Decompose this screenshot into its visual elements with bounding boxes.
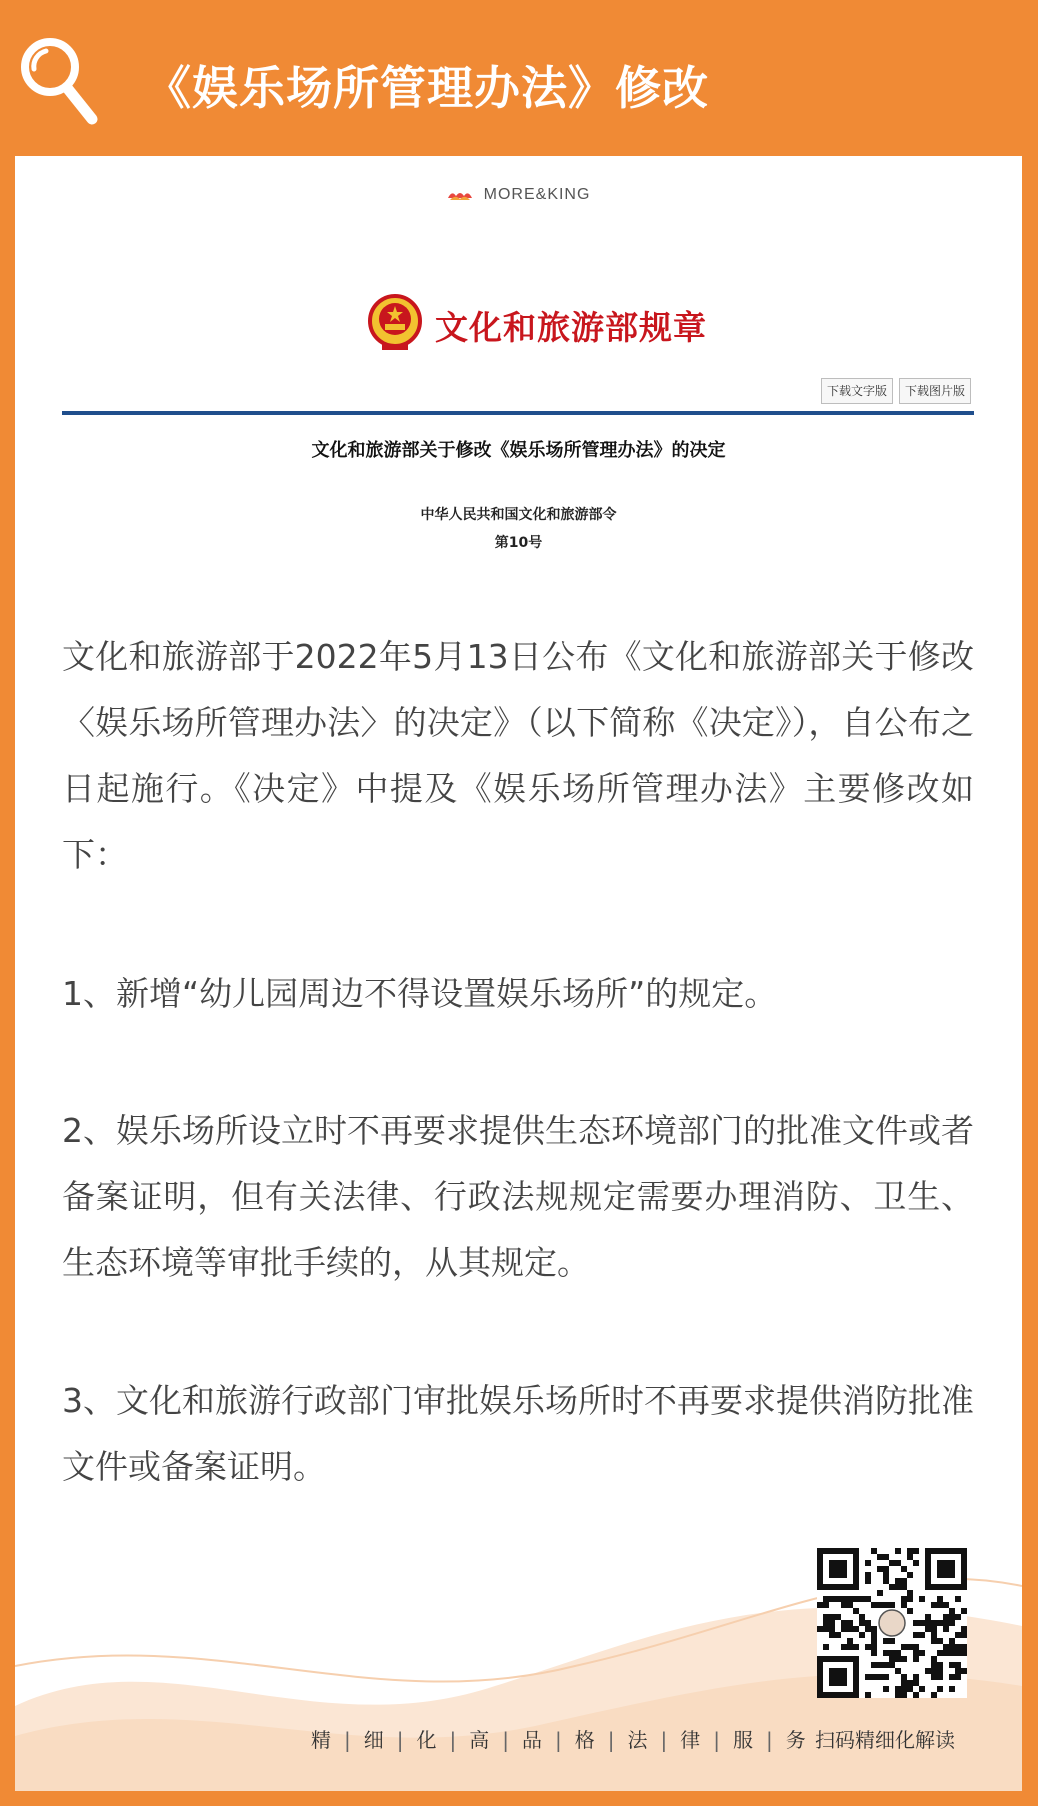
- amendment-item-2: 2、娱乐场所设立时不再要求提供生态环境部门的批准文件或者备案证明，但有关法律、行政法规规定需要办理消防、卫生、生态环境等审批手续的，从其规定。: [62, 1111, 974, 1282]
- document-order-number: 第10号: [494, 535, 543, 551]
- scan-label: 扫码精细化解读: [815, 1728, 955, 1752]
- tagline-char: 精: [311, 1728, 331, 1752]
- intro-paragraph: 文化和旅游部于2022年5月13日公布《文化和旅游部关于修改〈娱乐场所管理办法〉的决定》（以下简称《决定》），自公布之日起施行。《决定》中提及《娱乐场所管理办法》主要修改如下：: [62, 637, 974, 874]
- masthead-divider: [62, 411, 974, 415]
- tagline-separator: |: [607, 1728, 615, 1752]
- header-title: 《娱乐场所管理办法》修改: [145, 61, 709, 115]
- tagline-char: 格: [574, 1728, 595, 1752]
- tagline-char: 法: [627, 1728, 648, 1752]
- download-image-button[interactable]: 下载图片版: [899, 378, 971, 404]
- tagline-separator: |: [555, 1728, 562, 1752]
- footer-tagline: [311, 1724, 806, 1753]
- tagline-char: 高: [469, 1728, 490, 1752]
- document-card: [15, 156, 1022, 1791]
- tagline-char: 律: [680, 1728, 701, 1752]
- tagline-separator: |: [502, 1728, 509, 1752]
- tagline-char: 细: [363, 1728, 384, 1752]
- tagline-char: 服: [733, 1728, 753, 1752]
- tagline-separator: |: [396, 1728, 404, 1752]
- search-icon[interactable]: [18, 33, 98, 128]
- qr-avatar: [879, 1610, 905, 1636]
- brand-logo-icon: [447, 188, 473, 202]
- amendment-item-1: 1、新增“幼儿园周边不得设置娱乐场所”的规定。: [62, 974, 778, 1013]
- amendment-item-3: 3、文化和旅游行政部门审批娱乐场所时不再要求提供消防批准文件或备案证明。: [62, 1381, 974, 1486]
- qr-code[interactable]: [817, 1548, 967, 1698]
- national-emblem-icon: [368, 294, 422, 352]
- download-text-button[interactable]: 下载文字版: [821, 378, 893, 404]
- tagline-separator: |: [766, 1728, 773, 1752]
- document-title: 文化和旅游部关于修改《娱乐场所管理办法》的决定: [311, 440, 726, 461]
- tagline-separator: |: [713, 1728, 720, 1752]
- tagline-separator: |: [344, 1728, 351, 1752]
- brand: [15, 184, 1022, 204]
- header-bar: [0, 0, 1038, 156]
- document-issuer: 中华人民共和国文化和旅游部令: [420, 507, 617, 523]
- tagline-separator: |: [449, 1728, 457, 1752]
- tagline-char: 化: [416, 1728, 437, 1752]
- masthead-title: 文化和旅游部规章: [435, 308, 707, 347]
- qr-code-icon: [817, 1548, 967, 1698]
- brand-name: MORE&KING: [483, 185, 591, 203]
- tagline-char: 品: [522, 1728, 542, 1752]
- tagline-separator: |: [660, 1728, 668, 1752]
- tagline-char: 务: [785, 1728, 806, 1752]
